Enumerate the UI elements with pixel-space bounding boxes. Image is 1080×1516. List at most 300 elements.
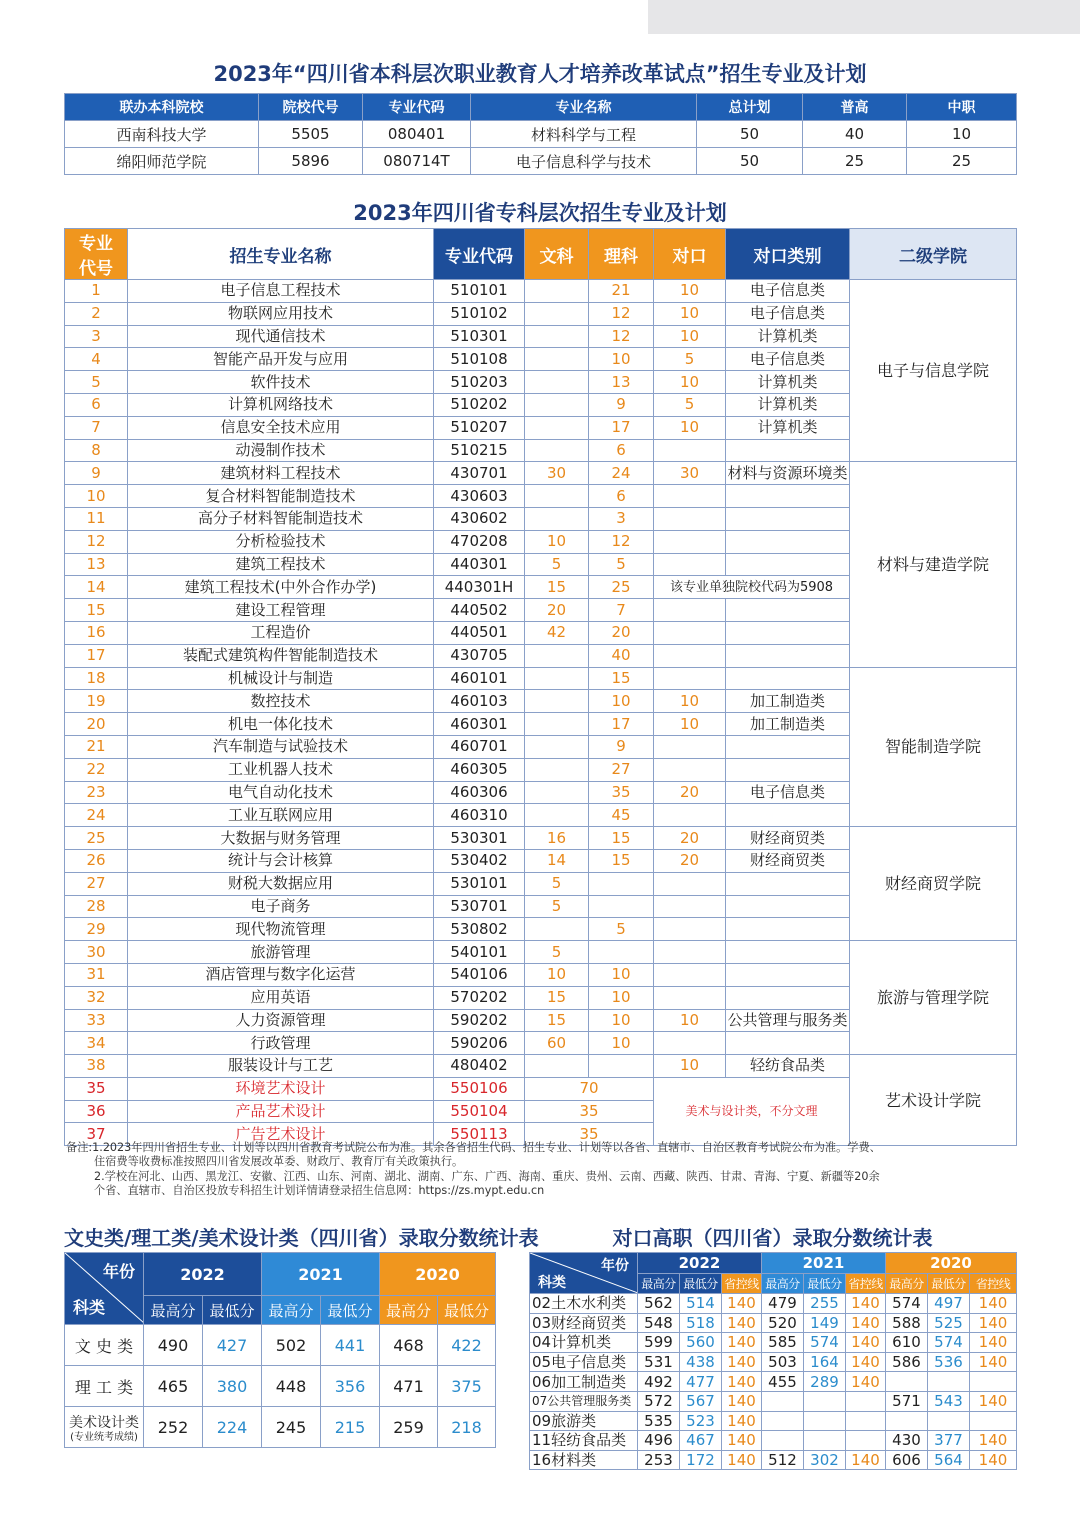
college-name: 智能制造学院 [850,667,1017,827]
dui-type [726,599,850,622]
table-row [530,1313,1017,1333]
li-count: 7 [589,599,654,622]
wen-count: 14 [525,849,589,872]
score-cell [804,1391,846,1411]
table-row [530,1450,1017,1470]
dui-type [726,986,850,1009]
major-code: 530301 [434,827,525,850]
dui-type: 计算机类 [726,393,850,416]
wen-count: 20 [525,599,589,622]
subheader-cell: 最高分 [762,1274,804,1294]
score-cell: 441 [321,1325,380,1366]
header-cell: 专业名称 [471,94,697,121]
dui-type: 材料与资源环境类 [726,462,850,485]
score-cell: 430 [886,1431,928,1451]
major-code: 440502 [434,599,525,622]
row-code: 17 [65,644,128,667]
score-cell: 523 [680,1411,722,1431]
score-cell [928,1411,970,1431]
header-cell: 普高 [803,94,907,121]
score-cell: 375 [438,1366,496,1407]
li-count: 10 [589,986,654,1009]
art-count: 35 [525,1123,654,1146]
header-wen: 文科 [525,229,589,280]
major-name: 现代物流管理 [128,918,434,941]
score-cell: 586 [886,1352,928,1372]
score-cell: 574 [886,1294,928,1314]
score-cell [804,1431,846,1451]
row-code: 37 [65,1123,128,1146]
dui-count: 10 [654,713,726,736]
title-college: 2023年四川省专科层次招生专业及计划 [353,201,727,225]
table-row [65,667,1017,690]
score-cell: 520 [762,1313,804,1333]
score-cell: 422 [438,1325,496,1366]
wen-count [525,302,589,325]
row-code: 15 [65,599,128,622]
score-cell: 140 [970,1333,1017,1353]
dui-type [726,918,850,941]
header-cell: 院校代号 [259,94,363,121]
score-cell: 140 [970,1391,1017,1411]
li-count: 17 [589,713,654,736]
dui-type [726,644,850,667]
dui-count [654,963,726,986]
subheader-cell: 最低分 [438,1296,496,1325]
table-cell: 材料科学与工程 [471,121,697,148]
row-code: 9 [65,462,128,485]
wen-count [525,485,589,508]
wen-count: 5 [525,895,589,918]
subject-label-text: 文 史 类 [74,1336,134,1356]
major-name: 工业机器人技术 [128,758,434,781]
score-cell: 455 [762,1372,804,1392]
major-name: 现代通信技术 [128,325,434,348]
dui-count [654,553,726,576]
table-cell: 25 [803,148,907,175]
row-code: 36 [65,1100,128,1123]
dui-type [726,804,850,827]
year-header: 2020 [886,1253,1017,1274]
major-code: 530802 [434,918,525,941]
li-count: 12 [589,530,654,553]
wen-count [525,1055,589,1078]
table-cell: 10 [907,121,1017,148]
table-cell: 50 [697,148,803,175]
notes [66,1141,1021,1198]
corner-cell [65,1253,144,1325]
dui-type [726,895,850,918]
score-cell: 490 [144,1325,203,1366]
subheader-cell: 最低分 [203,1296,262,1325]
row-code: 7 [65,416,128,439]
college-name: 艺术设计学院 [850,1055,1017,1146]
score-cell: 518 [680,1313,722,1333]
art-count: 35 [525,1100,654,1123]
row-code: 30 [65,941,128,964]
score-cell: 496 [638,1431,680,1451]
score-cell: 140 [846,1450,886,1470]
major-name: 机械设计与制造 [128,667,434,690]
wen-count [525,781,589,804]
li-count: 15 [589,667,654,690]
wen-count [525,918,589,941]
dui-count [654,872,726,895]
header-code: 专业 代号 [65,229,128,280]
row-code: 25 [65,827,128,850]
score-cell: 140 [970,1313,1017,1333]
duikou-score-table [529,1252,1017,1470]
table-row [530,1411,1017,1431]
dui-type: 计算机类 [726,416,850,439]
dui-count: 10 [654,371,726,394]
major-code: 510203 [434,371,525,394]
major-code: 460101 [434,667,525,690]
major-name: 分析检验技术 [128,530,434,553]
wen-count [525,393,589,416]
li-count: 10 [589,1032,654,1055]
wen-count: 5 [525,941,589,964]
row-code: 3 [65,325,128,348]
score-cell: 503 [762,1352,804,1372]
subject-label-text: 理 工 类 [74,1377,134,1397]
score-cell: 140 [722,1313,762,1333]
major-name: 复合材料智能制造技术 [128,485,434,508]
dui-type: 财经商贸类 [726,827,850,850]
dui-count: 10 [654,416,726,439]
li-count: 10 [589,1009,654,1032]
score-cell [846,1391,886,1411]
subject-label [65,1407,144,1448]
title-score-table: 文史类/理工类/美术设计类（四川省）录取分数统计表 [64,1226,539,1250]
li-count: 6 [589,485,654,508]
major-code: 430602 [434,507,525,530]
score-cell: 140 [722,1450,762,1470]
wen-count: 5 [525,872,589,895]
major-code: 510207 [434,416,525,439]
score-cell: 479 [762,1294,804,1314]
header-cell: 联办本科院校 [65,94,259,121]
row-code: 32 [65,986,128,1009]
score-cell: 599 [638,1333,680,1353]
subheader-cell: 最高分 [144,1296,203,1325]
row-code: 10 [65,485,128,508]
major-name: 装配式建筑构件智能制造技术 [128,644,434,667]
score-cell: 502 [262,1325,321,1366]
college-plan-table [64,228,1017,1146]
score-cell: 140 [722,1391,762,1411]
subheader-cell: 省控线 [970,1274,1017,1294]
title-duikou-table: 对口高职（四川省）录取分数统计表 [612,1226,933,1250]
note-line: 住宿费等收费标准按照四川省发展改革委、财政厅、教育厅有关政策执行。 [94,1155,464,1169]
score-cell: 572 [638,1391,680,1411]
dui-type [726,941,850,964]
dui-type [726,735,850,758]
li-count [589,872,654,895]
table-row [65,1366,496,1407]
row-code: 24 [65,804,128,827]
major-code: 460301 [434,713,525,736]
subject-label: 05电子信息类 [530,1352,638,1372]
subheader-cell: 最高分 [380,1296,438,1325]
year-header: 2022 [144,1253,262,1296]
subheader-cell: 省控线 [846,1274,886,1294]
corner-cell [530,1253,638,1294]
major-code: 440301H [434,576,525,599]
li-count: 25 [589,576,654,599]
row-code: 4 [65,348,128,371]
dui-type: 计算机类 [726,371,850,394]
major-code: 440301 [434,553,525,576]
major-code: 570202 [434,986,525,1009]
wen-count [525,325,589,348]
dui-type: 电子信息类 [726,302,850,325]
score-cell: 140 [846,1313,886,1333]
table-row [530,1431,1017,1451]
dui-type [726,553,850,576]
table-row [530,1352,1017,1372]
score-cell [886,1411,928,1431]
subheader-cell: 最低分 [804,1274,846,1294]
major-code: 590202 [434,1009,525,1032]
wen-count [525,758,589,781]
score-cell: 448 [262,1366,321,1407]
major-name: 机电一体化技术 [128,713,434,736]
dui-count: 20 [654,781,726,804]
wen-count [525,507,589,530]
header-cell: 总计划 [697,94,803,121]
college-name: 财经商贸学院 [850,827,1017,941]
header-cell: 中职 [907,94,1017,121]
score-cell: 574 [928,1333,970,1353]
major-name: 电气自动化技术 [128,781,434,804]
li-count [589,895,654,918]
note-line: 个省、直辖市、自治区投放专科招生计划详情请登录招生信息网：https://zs.mypt.edu.cn [94,1183,545,1197]
dui-count: 10 [654,690,726,713]
score-cell: 467 [680,1431,722,1451]
dui-count [654,439,726,462]
dui-count [654,1032,726,1055]
note-line: 备注:1.2023年四川省招生专业、计划等以四川省教育考试院公布为准。其余各省招生代码、招生专业、计划等以各省、直辖市、自治区教育考试院公布为准。学费、 [66,1141,881,1154]
subheader-cell: 最低分 [928,1274,970,1294]
score-cell [928,1372,970,1392]
major-name: 建筑工程技术(中外合作办学) [128,576,434,599]
score-cell: 380 [203,1366,262,1407]
li-count: 5 [589,553,654,576]
li-count: 3 [589,507,654,530]
major-code: 510102 [434,302,525,325]
row-code: 13 [65,553,128,576]
wen-count: 5 [525,553,589,576]
major-name: 电子信息工程技术 [128,280,434,303]
dui-type [726,872,850,895]
dui-count [654,507,726,530]
score-cell: 512 [762,1450,804,1470]
score-cell: 140 [722,1294,762,1314]
major-code: 460306 [434,781,525,804]
dui-count: 20 [654,849,726,872]
li-count: 40 [589,644,654,667]
wen-count: 15 [525,576,589,599]
row14-note: 该专业单独院校代码为5908 [654,576,850,599]
li-count: 6 [589,439,654,462]
li-count: 27 [589,758,654,781]
score-cell: 149 [804,1313,846,1333]
li-count [589,941,654,964]
year-header: 2021 [762,1253,886,1274]
score-cell: 543 [928,1391,970,1411]
wen-count [525,667,589,690]
dui-count: 20 [654,827,726,850]
row-code: 22 [65,758,128,781]
li-count: 12 [589,325,654,348]
wen-count: 15 [525,1009,589,1032]
subheader-cell: 最低分 [321,1296,380,1325]
major-code: 540106 [434,963,525,986]
score-cell: 245 [262,1407,321,1448]
score-cell [970,1372,1017,1392]
row-code: 16 [65,621,128,644]
score-cell [846,1431,886,1451]
major-name: 高分子材料智能制造技术 [128,507,434,530]
table-row [530,1372,1017,1392]
row-code: 26 [65,849,128,872]
header-dui: 对口 [654,229,726,280]
table-cell: 5896 [259,148,363,175]
major-name: 物联网应用技术 [128,302,434,325]
row-code: 20 [65,713,128,736]
major-name: 建筑材料工程技术 [128,462,434,485]
li-count: 35 [589,781,654,804]
major-code: 510301 [434,325,525,348]
score-cell: 514 [680,1294,722,1314]
wen-count [525,735,589,758]
row-code: 12 [65,530,128,553]
row-code: 19 [65,690,128,713]
college-name: 旅游与管理学院 [850,941,1017,1055]
subject-label: 06加工制造类 [530,1372,638,1392]
row-code: 2 [65,302,128,325]
li-count: 17 [589,416,654,439]
major-name: 信息安全技术应用 [128,416,434,439]
major-code: 510202 [434,393,525,416]
subject-label: 04计算机类 [530,1333,638,1353]
dui-count [654,644,726,667]
major-name: 电子商务 [128,895,434,918]
year-header: 2022 [638,1253,762,1274]
score-cell: 377 [928,1431,970,1451]
table-cell: 西南科技大学 [65,121,259,148]
wen-count [525,416,589,439]
score-cell [762,1411,804,1431]
score-cell: 465 [144,1366,203,1407]
major-name: 服装设计与工艺 [128,1055,434,1078]
score-cell: 525 [928,1313,970,1333]
score-cell: 606 [886,1450,928,1470]
major-name: 软件技术 [128,371,434,394]
major-code: 550113 [434,1123,525,1146]
score-cell: 140 [970,1450,1017,1470]
score-cell: 218 [438,1407,496,1448]
score-table [64,1252,496,1448]
score-cell: 562 [638,1294,680,1314]
table-row [65,121,1017,148]
major-name: 统计与会计核算 [128,849,434,872]
dui-count: 5 [654,348,726,371]
dui-type: 计算机类 [726,325,850,348]
row-code: 34 [65,1032,128,1055]
subheader-cell: 最高分 [262,1296,321,1325]
row-code: 6 [65,393,128,416]
major-name: 应用英语 [128,986,434,1009]
header-major-code: 专业代码 [434,229,525,280]
dui-count [654,986,726,1009]
dui-type [726,963,850,986]
dui-count [654,621,726,644]
table-cell: 电子信息科学与技术 [471,148,697,175]
score-cell: 140 [970,1431,1017,1451]
major-name: 动漫制作技术 [128,439,434,462]
li-count: 9 [589,393,654,416]
row-code: 5 [65,371,128,394]
major-name: 财税大数据应用 [128,872,434,895]
subheader-cell: 最高分 [638,1274,680,1294]
subject-label: 02土木水利类 [530,1294,638,1314]
table-row [65,1055,1017,1078]
table-row [65,1407,496,1448]
year-header: 2021 [262,1253,380,1296]
major-name: 酒店管理与数字化运营 [128,963,434,986]
major-code: 550104 [434,1100,525,1123]
score-cell: 477 [680,1372,722,1392]
li-count: 13 [589,371,654,394]
wen-count [525,690,589,713]
wen-count [525,371,589,394]
dui-count [654,941,726,964]
score-cell: 164 [804,1352,846,1372]
score-cell: 468 [380,1325,438,1366]
dui-count [654,804,726,827]
subject-label: 07公共管理服务类 [530,1391,638,1411]
dui-type: 电子信息类 [726,280,850,303]
dui-count: 10 [654,302,726,325]
major-code: 430701 [434,462,525,485]
li-count: 24 [589,462,654,485]
wen-count: 42 [525,621,589,644]
score-cell: 427 [203,1325,262,1366]
row-code: 21 [65,735,128,758]
dui-type [726,1032,850,1055]
note-line: 2.学校在河北、山西、黑龙江、安徽、江西、山东、河南、湖北、湖南、广东、广西、海南、重庆、贵州、云南、西藏、陕西、甘肃、青海、宁夏、新疆等20余 [94,1169,880,1183]
major-name: 旅游管理 [128,941,434,964]
row-code: 38 [65,1055,128,1078]
score-cell: 215 [321,1407,380,1448]
table-cell: 5505 [259,121,363,148]
wen-count: 30 [525,462,589,485]
subject-label: 16材料类 [530,1450,638,1470]
score-cell: 140 [846,1352,886,1372]
art-count: 70 [525,1077,654,1100]
table-row [530,1391,1017,1411]
dui-type: 加工制造类 [726,713,850,736]
row-code: 33 [65,1009,128,1032]
dui-type [726,758,850,781]
college-name: 电子与信息学院 [850,280,1017,462]
table-row [65,1325,496,1366]
li-count [589,1055,654,1078]
subject-label-text: 美术设计类 [69,1414,139,1431]
score-cell: 140 [846,1294,886,1314]
